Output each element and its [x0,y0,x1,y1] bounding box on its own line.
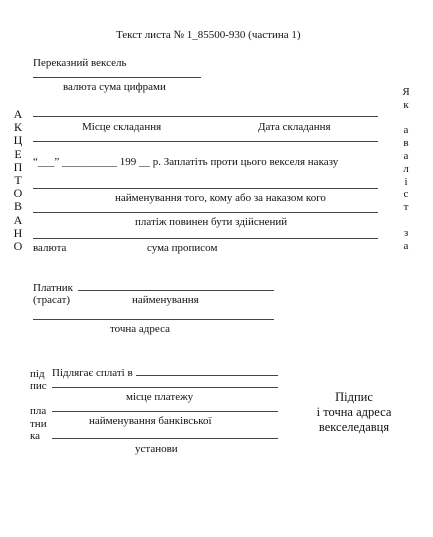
bank-name-caption: найменування банківської [89,415,212,427]
drawee-sublabel: (трасат) [33,294,71,306]
bank-line [52,411,278,412]
signature-payer-label: під пис пла тни ка [30,368,47,443]
separator-line [33,141,378,142]
payee-caption: найменування того, кому або за наказом кого [115,192,326,204]
payment-line [33,212,378,213]
drawee-name-line [78,290,274,291]
aval-vertical-label: Я к а в а л і с т з а [402,86,410,252]
payment-place-caption: місце платежу [126,391,194,403]
currency-caption: валюта [33,242,67,254]
payable-line-2 [52,387,278,388]
drawee-label: Платник [33,282,73,294]
payment-caption: платіж повинен бути здійснений [135,216,288,228]
accepted-vertical-label: А К Ц Е П Т О В А Н О [13,107,23,254]
place-of-issue-caption: Місце складання [82,121,162,133]
drawee-address-caption: точна адреса [110,323,170,335]
institution-caption: установи [135,443,178,455]
payee-line [33,188,378,189]
place-date-line [33,116,378,117]
amount-words-caption: сума прописом [147,242,218,254]
payable-place-line [136,375,278,376]
currency-amount-digits-caption: валюта сума цифрами [63,81,166,93]
payable-label: Підлягає сплаті в [52,367,133,379]
institution-line [52,438,278,439]
drawer-signature-caption: Підпис і точна адреса векселедавця [316,390,392,434]
amount-words-line [33,238,378,239]
document-title: Текст листа № 1_85500-930 (частина 1) [116,29,301,41]
bill-line [33,77,201,78]
pay-instruction-line: “___” __________ 199 __ р. Заплатіть проти цього векселя наказу [33,156,339,168]
bill-type-label: Переказний вексель [33,57,127,69]
drawee-name-caption: найменування [132,294,199,306]
drawee-address-line [33,319,274,320]
date-of-issue-caption: Дата складання [258,121,331,133]
